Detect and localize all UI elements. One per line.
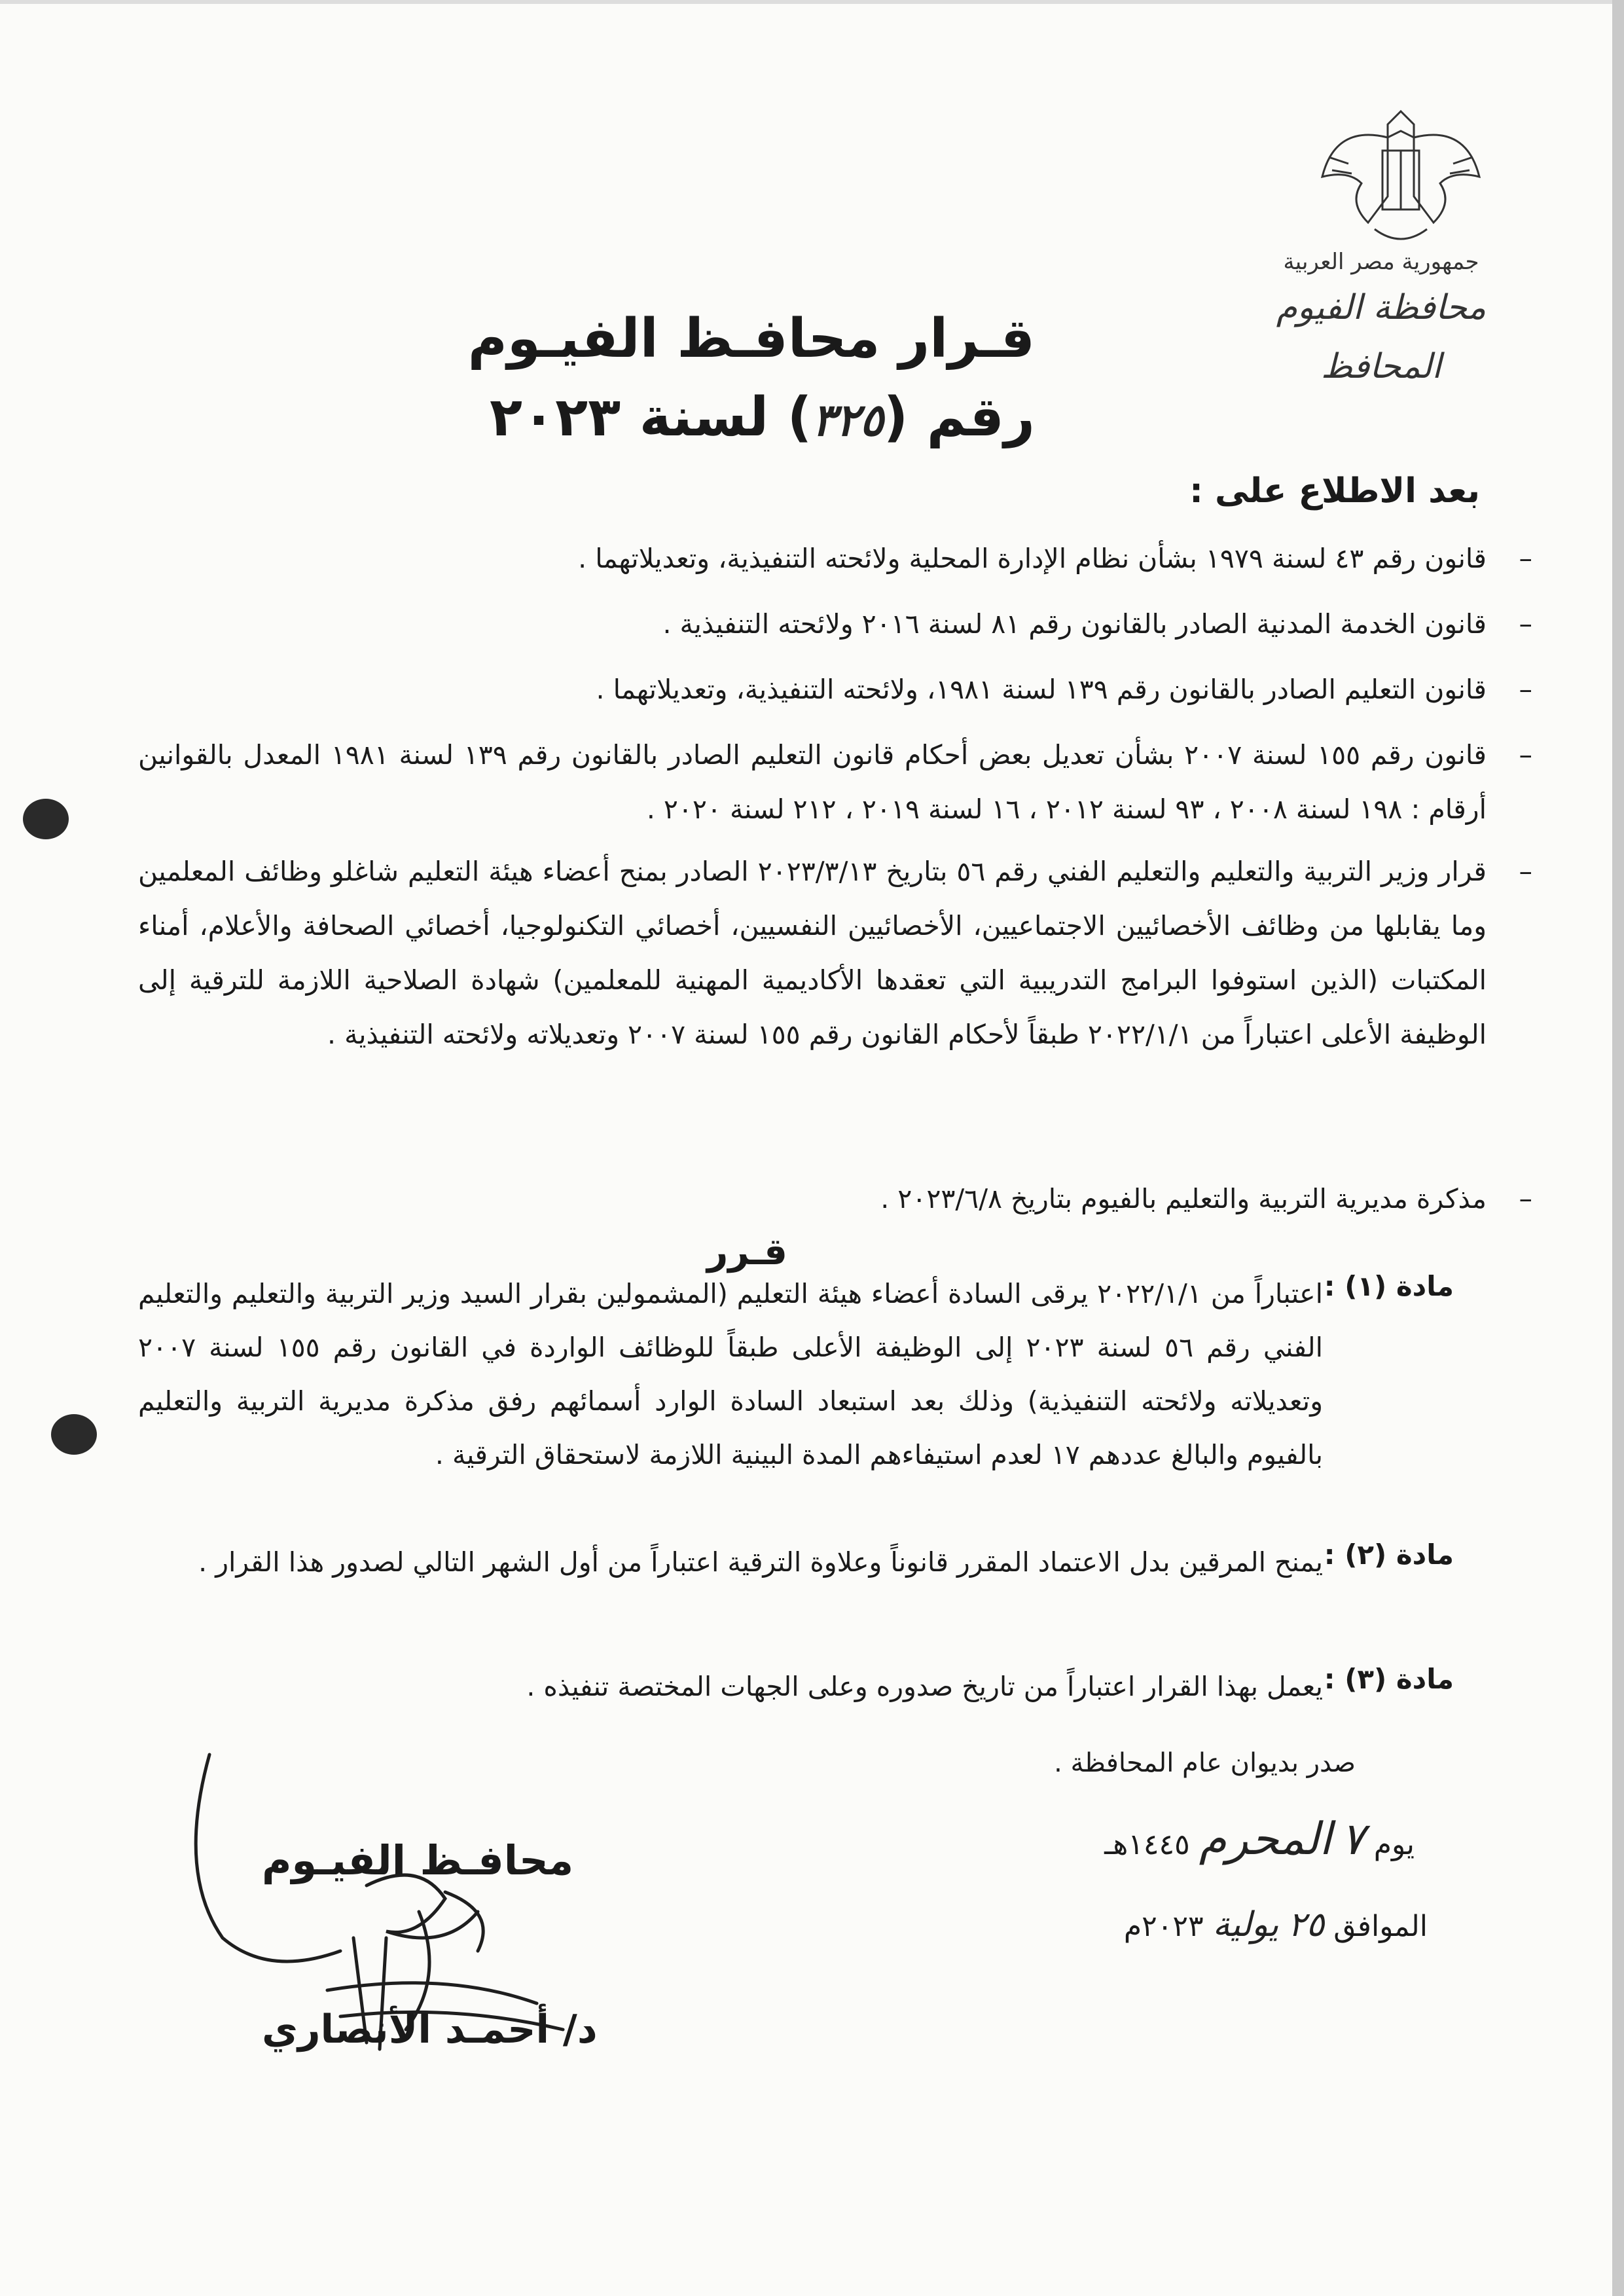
handwritten-signature-icon	[170, 1741, 668, 2108]
article-2-text: يمنح المرقين بدل الاعتماد المقرر قانوناً وعلاوة الترقية اعتباراً من أول الشهر التالي لصدور هذا القرار .	[198, 1546, 1323, 1578]
signatory-title: محافـظ الفيـوم	[262, 1836, 574, 1884]
emblem-governorate: محافظة الفيوم	[1276, 288, 1487, 327]
preamble-item: – قانون رقم ١٥٥ لسنة ٢٠٠٧ بشأن تعديل بعض أحكام قانون التعليم الصادر بالقانون رقم ١٣٩ لسنة ١٩٨١ المعدل بالقوانين أرقام : ١٩٨ لسنة ٢٠٠٨ ، ٩٣ لسنة ٢٠١٢ ، ١٦ لسنة ٢٠١٩ ، ٢١٢ لسنة ٢٠٢٠ .	[138, 739, 1532, 825]
article-3-label: مادة (٣) :	[1324, 1663, 1454, 1695]
emblem-country: جمهورية مصر العربية	[1283, 249, 1479, 275]
scan-edge-top	[0, 0, 1624, 4]
article-2-label: مادة (٢) :	[1324, 1539, 1454, 1571]
article-1-label: مادة (١) :	[1324, 1270, 1454, 1302]
preamble-heading: بعد الاطلاع على :	[1189, 471, 1480, 511]
greg-month: يولية	[1212, 1905, 1279, 1944]
decree-number: ٣٢٥	[812, 394, 884, 446]
decree-title: قـرار محافـظ الفيـوم	[467, 308, 1035, 370]
hijri-date	[1104, 1813, 1415, 1865]
preamble-item: – مذكرة مديرية التربية والتعليم بالفيوم بتاريخ ٢٠٢٣/٦/٨ .	[880, 1183, 1532, 1214]
eagle-emblem-icon	[1309, 98, 1492, 268]
preamble-item: – قانون رقم ٤٣ لسنة ١٩٧٩ بشأن نظام الإدارة المحلية ولائحته التنفيذية، وتعديلاتهما .	[578, 543, 1532, 574]
decree-number-suffix: ) لسنة ٢٠٢٣	[489, 386, 812, 448]
decree-number-line	[490, 386, 1035, 448]
signatory-name: د/ أحمـد الأنصاري	[262, 2007, 598, 2052]
preamble-item: – قانون الخدمة المدنية الصادر بالقانون رقم ٨١ لسنة ٢٠١٦ ولائحته التنفيذية .	[662, 608, 1532, 640]
article-1-text: اعتباراً من ٢٠٢٢/١/١ يرقى السادة أعضاء هيئة التعليم (المشمولين بقرار السيد وزير التربية والتعليم والتعليم الفني رقم ٥٦ لسنة ٢٠٢٣ إلى الوظيفة الأعلى طبقاً للوظائف الواردة في القانون رقم ١٥٥ لسنة ٢٠٠٧ وتعديلاته ولائحته التنفيذية) وذلك بعد استبعاد السادة الوارد أسمائهم رفق مذكرة مديرية التربية والتعليم بالفيوم والبالغ عددهم ١٧ لعدم استيفاءهم المدة البينية اللازمة لاستحقاق الترقية .	[138, 1278, 1323, 1470]
punch-hole-upper	[23, 799, 69, 839]
greg-day: ٢٥	[1288, 1905, 1325, 1944]
preamble-item: – قانون التعليم الصادر بالقانون رقم ١٣٩ لسنة ١٩٨١، ولائحته التنفيذية، وتعديلاتهما .	[596, 674, 1532, 705]
emblem-office: المحافظ	[1321, 347, 1441, 386]
article-3-text: يعمل بهذا القرار اعتباراً من تاريخ صدوره وعلى الجهات المختصة تنفيذه .	[526, 1671, 1323, 1702]
greg-prefix: الموافق	[1333, 1910, 1428, 1943]
hijri-day: ٧	[1341, 1813, 1365, 1865]
greg-year: ٢٠٢٣م	[1123, 1910, 1204, 1943]
hijri-year: ١٤٤٥هـ	[1104, 1828, 1190, 1861]
decree-number-prefix: رقم (	[883, 386, 1035, 448]
punch-hole-lower	[51, 1414, 97, 1455]
preamble-item: – قرار وزير التربية والتعليم والتعليم الفني رقم ٥٦ بتاريخ ٢٠٢٣/٣/١٣ الصادر بمنح أعضاء هيئة التعليم شاغلو وظائف المعلمين وما يقابلها من وظائف الأخصائيين الاجتماعيين، الأخصائيين النفسيين، أخصائي التكنولوجيا، أخصائي الصحافة والأعلام، أمناء المكتبات (الذين استوفوا البرامج التدريبية التي تعقدها الأكاديمية المهنية للمعلمين) شهادة الصلاحية اللازمة للترقية إلى الوظيفة الأعلى اعتباراً من ٢٠٢٢/١/١ طبقاً لأحكام القانون رقم ١٥٥ لسنة ٢٠٠٧ وتعديلاته ولائحته التنفيذية .	[138, 856, 1532, 1050]
decree-word: قـرر	[707, 1231, 787, 1273]
hijri-prefix: يوم	[1373, 1828, 1415, 1861]
scan-edge-right	[1612, 0, 1624, 2296]
gregorian-date	[1124, 1905, 1428, 1944]
issued-at: صدر بديوان عام المحافظة .	[1054, 1748, 1356, 1778]
hijri-month: المحرم	[1199, 1813, 1332, 1865]
